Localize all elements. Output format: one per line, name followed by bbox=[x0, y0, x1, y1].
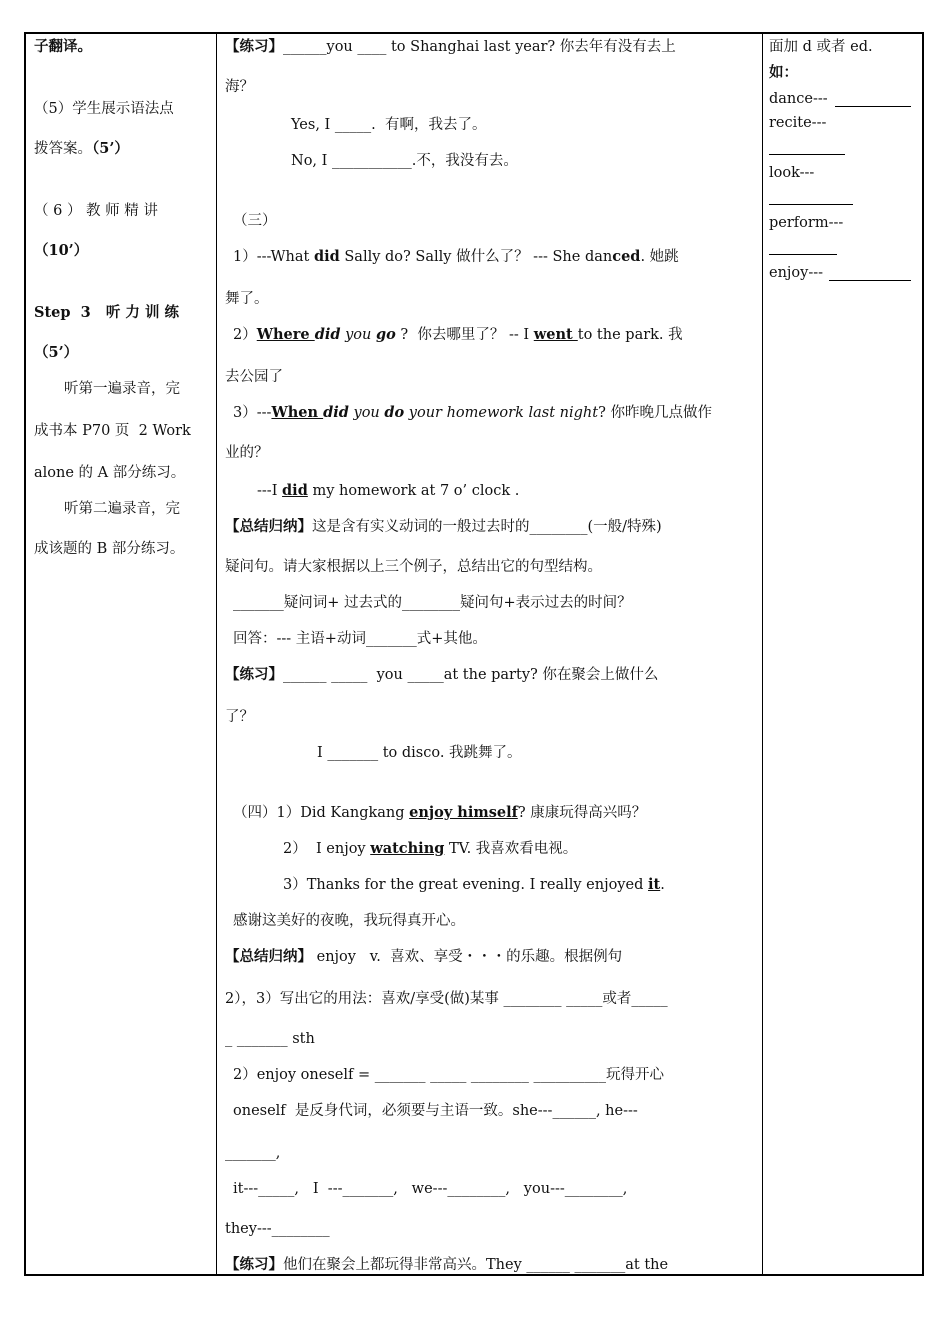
left-text: alone 的 A 部分练习。 bbox=[34, 465, 186, 481]
notes-text: 如： bbox=[769, 64, 798, 81]
notes-text: enjoy--- bbox=[769, 265, 824, 281]
content-line: _ _______ sth bbox=[225, 1031, 315, 1047]
content-line: 回答：--- 主语+动词_______式+其他。 bbox=[233, 631, 487, 647]
content-line: it---_____, I ---_______, we---________, you---________, bbox=[233, 1181, 628, 1197]
section-heading: （三） bbox=[233, 213, 277, 229]
exercise-line: 【练习】______you ____ to Shanghai last year? 你去年有没有去上 bbox=[225, 38, 676, 55]
content-line: 海？ bbox=[225, 79, 254, 95]
exercise-line: 【练习】______ _____ you _____at the party? 你在聚会上做什么 bbox=[225, 666, 659, 683]
example-line: 1）---What did Sally do? Sally 做什么了？ --- She danced. 她跳 bbox=[233, 248, 679, 265]
left-text: 成书本 P70 页 2 Work bbox=[34, 423, 191, 439]
left-text: （ 6 ） 教 师 精 讲 bbox=[34, 203, 158, 219]
notes-text: dance--- bbox=[769, 91, 828, 107]
content-line: 了？ bbox=[225, 709, 254, 725]
content-line: _______疑问词+ 过去式的________疑问句+表示过去的时间？ bbox=[233, 595, 632, 611]
notes-column bbox=[763, 34, 924, 1274]
procedure-column bbox=[26, 34, 216, 1274]
content-line: 感谢这美好的夜晚，我玩得真开心。 bbox=[233, 913, 465, 929]
left-text: 听第一遍录音，完 bbox=[64, 381, 180, 397]
summary-line: 【总结归纳】 enjoy v. 喜欢、享受・・・的乐趣。根据例句 bbox=[225, 948, 623, 965]
blank-line bbox=[835, 106, 911, 107]
content-line: No, I ___________.不，我没有去。 bbox=[291, 153, 518, 169]
notes-text: look--- bbox=[769, 165, 815, 181]
content-line: 2），3）写出它的用法：喜欢/享受(做)某事 ________ _____或者_____ bbox=[225, 991, 668, 1007]
content-column bbox=[217, 34, 762, 1274]
left-text: 子翻译。 bbox=[34, 38, 92, 55]
example-line: 3）---When did you do your homework last night? 你昨晚几点做作 bbox=[233, 404, 712, 421]
step-heading: Step 3 听 力 训 练 bbox=[34, 304, 180, 321]
notes-text: perform--- bbox=[769, 215, 844, 231]
blank-line bbox=[769, 254, 837, 255]
left-text: （10’） bbox=[34, 242, 89, 259]
content-line: _______, bbox=[225, 1145, 281, 1161]
content-line: 疑问句。请大家根据以上三个例子，总结出它的句型结构。 bbox=[225, 559, 602, 575]
left-text: 听第二遍录音，完 bbox=[64, 501, 180, 517]
exercise-line: 【练习】他们在聚会上都玩得非常高兴。They ______ _______at the bbox=[225, 1256, 669, 1273]
left-text: （5）学生展示语法点 bbox=[34, 101, 174, 117]
lesson-plan-table bbox=[24, 32, 924, 1276]
blank-line bbox=[829, 280, 911, 281]
example-line: ---I did my homework at 7 o’ clock . bbox=[257, 482, 520, 499]
content-line: 舞了。 bbox=[225, 291, 269, 307]
left-text: 成该题的 B 部分练习。 bbox=[34, 541, 185, 557]
left-text: （5’） bbox=[34, 344, 79, 361]
content-line: oneself 是反身代词，必须要与主语一致。she---______, he--- bbox=[233, 1103, 638, 1119]
summary-line: 【总结归纳】这是含有实义动词的一般过去时的________(一般/特殊) bbox=[225, 518, 662, 535]
content-line: they---________ bbox=[225, 1221, 330, 1237]
example-line: 2）Where did you go ? 你去哪里了？ -- I went to the park. 我 bbox=[233, 326, 683, 343]
example-line: 3）Thanks for the great evening. I really enjoyed it. bbox=[283, 876, 665, 893]
example-line: 2） I enjoy watching TV. 我喜欢看电视。 bbox=[283, 840, 578, 857]
section-heading: （四）1）Did Kangkang enjoy himself? 康康玩得高兴吗？ bbox=[233, 804, 647, 821]
content-line: 2）enjoy oneself = _______ _____ ________ __________玩得开心 bbox=[233, 1067, 665, 1083]
blank-line bbox=[769, 154, 845, 155]
notes-text: recite--- bbox=[769, 115, 827, 131]
blank-line bbox=[769, 204, 853, 205]
content-line: 去公园了 bbox=[225, 369, 283, 385]
content-line: 业的？ bbox=[225, 445, 269, 461]
content-line: Yes, I _____. 有啊，我去了。 bbox=[291, 117, 487, 133]
notes-text: 面加 d 或者 ed. bbox=[769, 39, 873, 55]
content-line: I _______ to disco. 我跳舞了。 bbox=[317, 745, 522, 761]
left-text: 拨答案。（5’） bbox=[34, 140, 129, 157]
